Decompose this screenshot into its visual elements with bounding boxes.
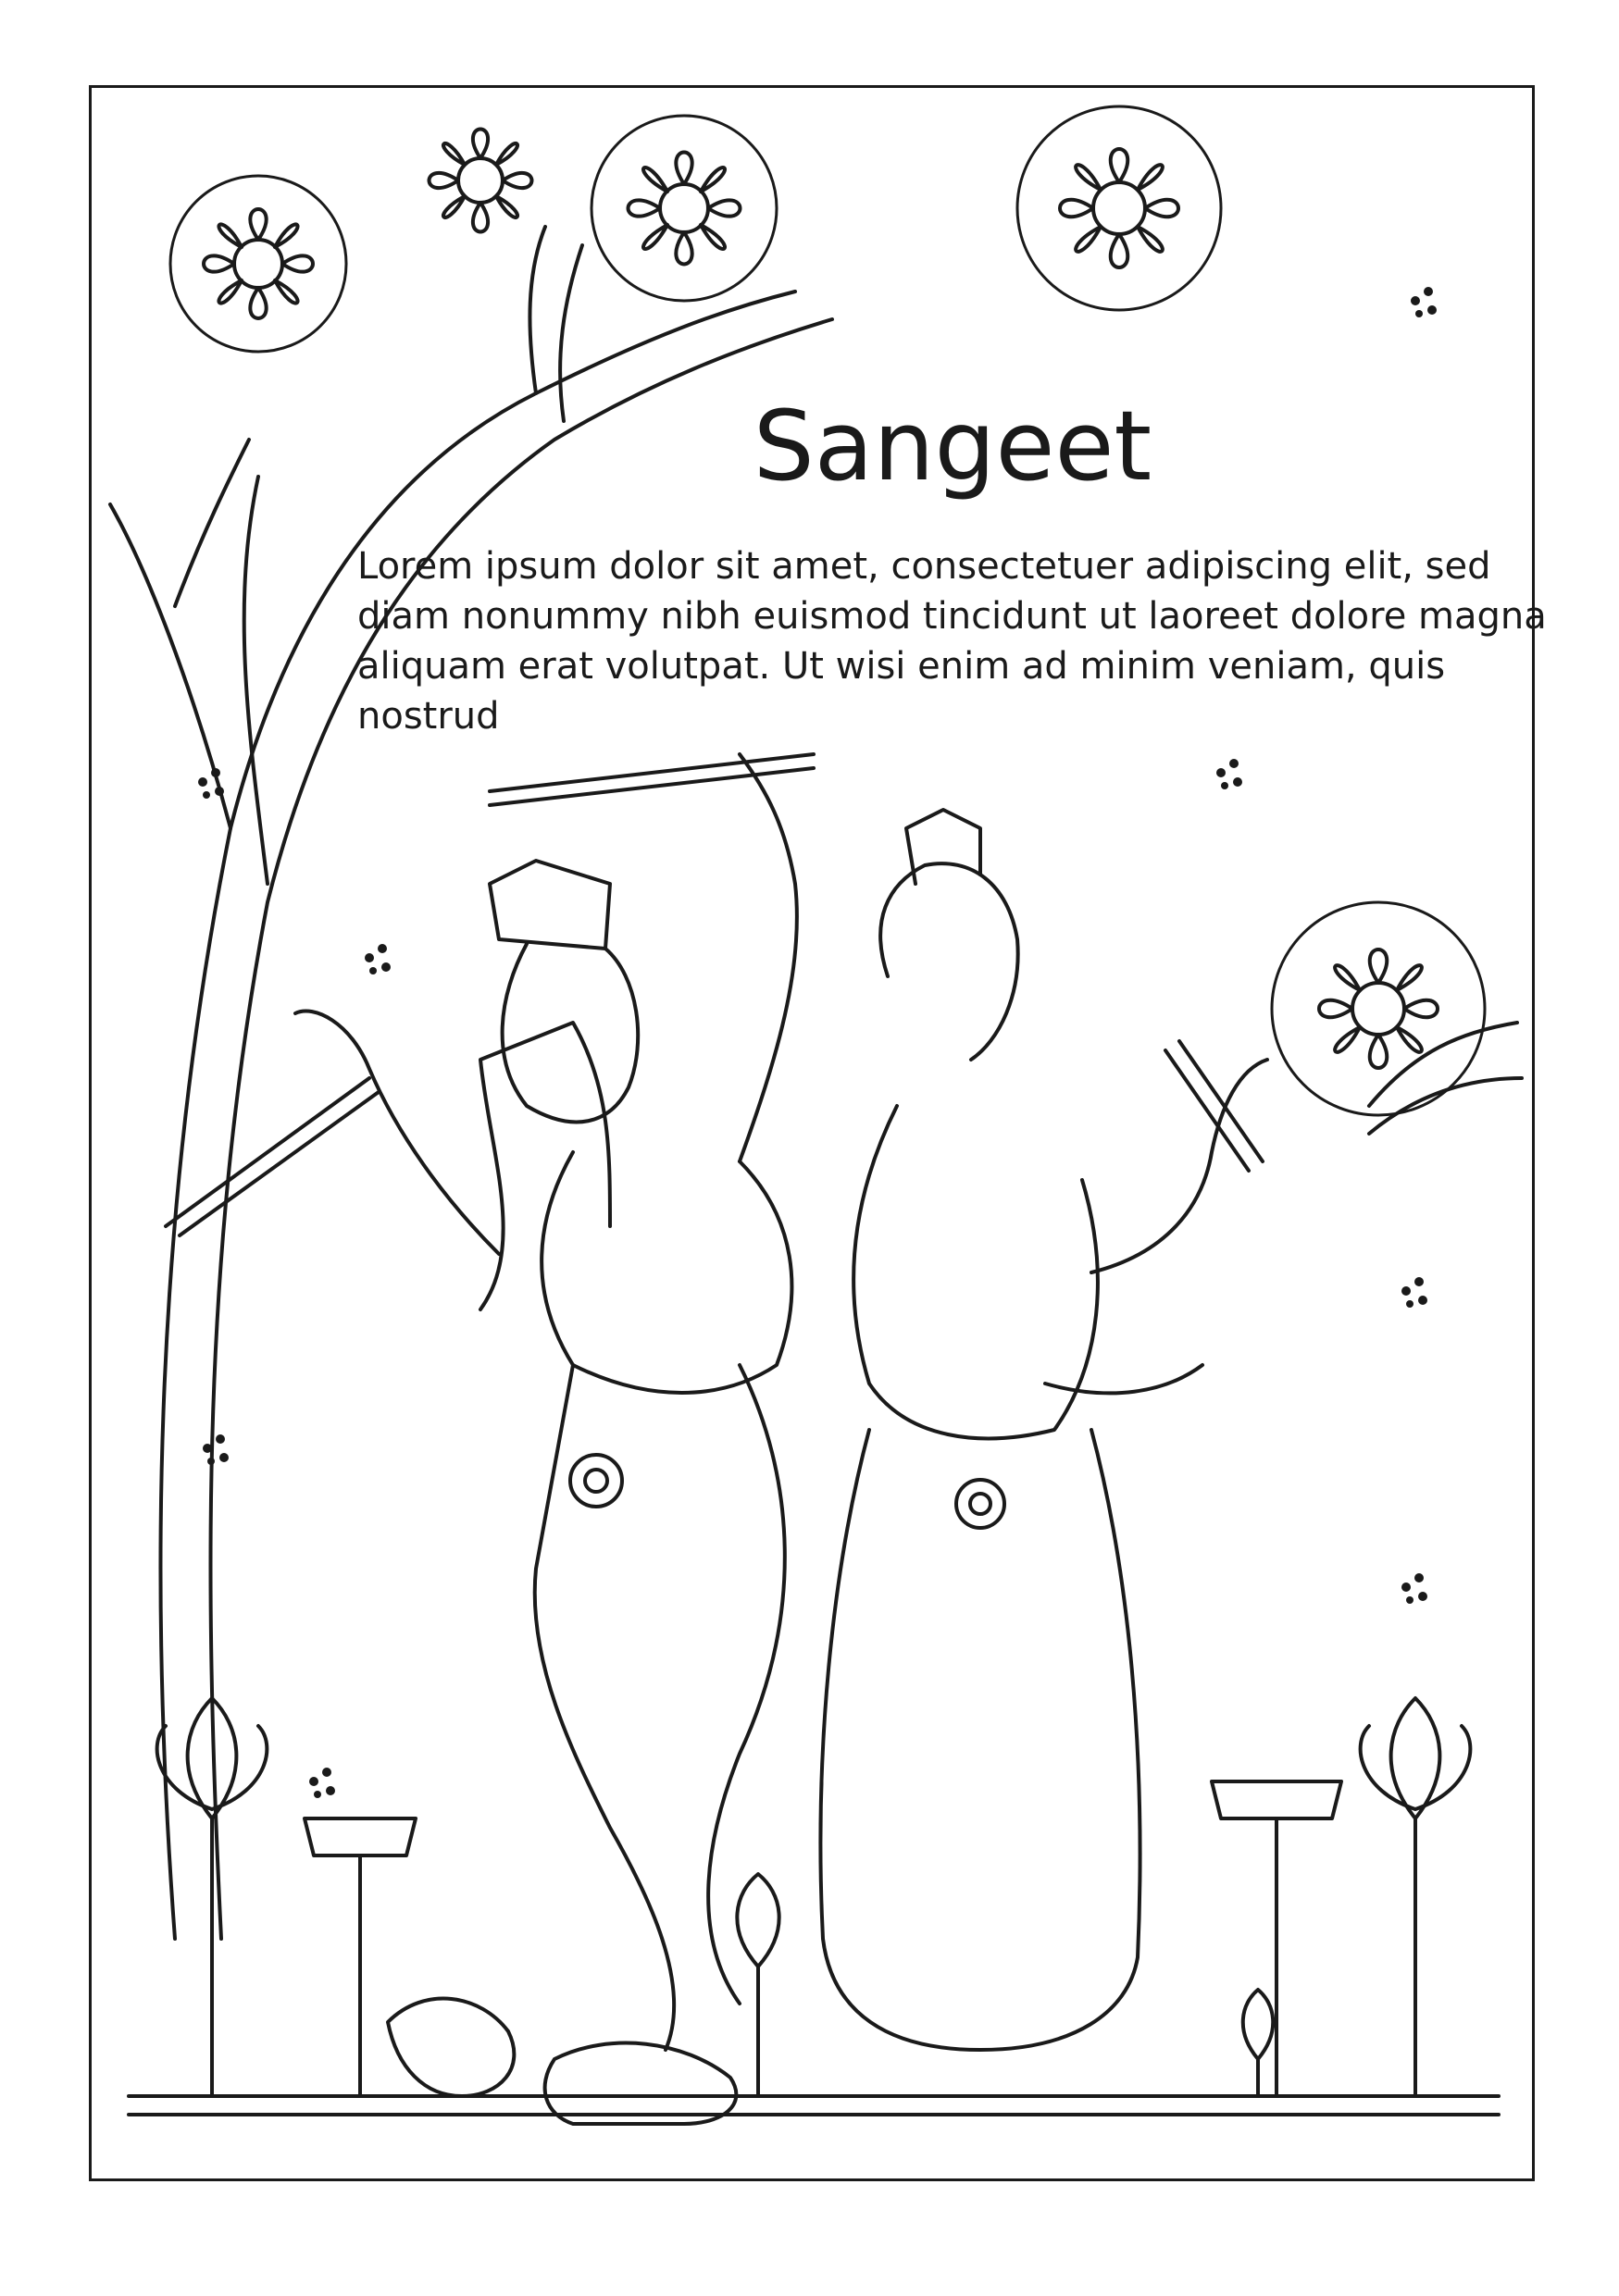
page-title: Sangeet bbox=[753, 390, 1152, 503]
body-paragraph: Lorem ipsum dolor sit amet, consectetuer adipiscing elit, sed diam nonummy nibh euismod tincidunt ut laoreet dolore magna aliquam erat volutpat. Ut wisi enim ad minim veniam, quis nostrud bbox=[357, 545, 1547, 738]
ground-and-lotus-plants bbox=[129, 1698, 1499, 2115]
page-frame bbox=[89, 85, 1547, 2181]
dancing-figures bbox=[166, 754, 1267, 2124]
